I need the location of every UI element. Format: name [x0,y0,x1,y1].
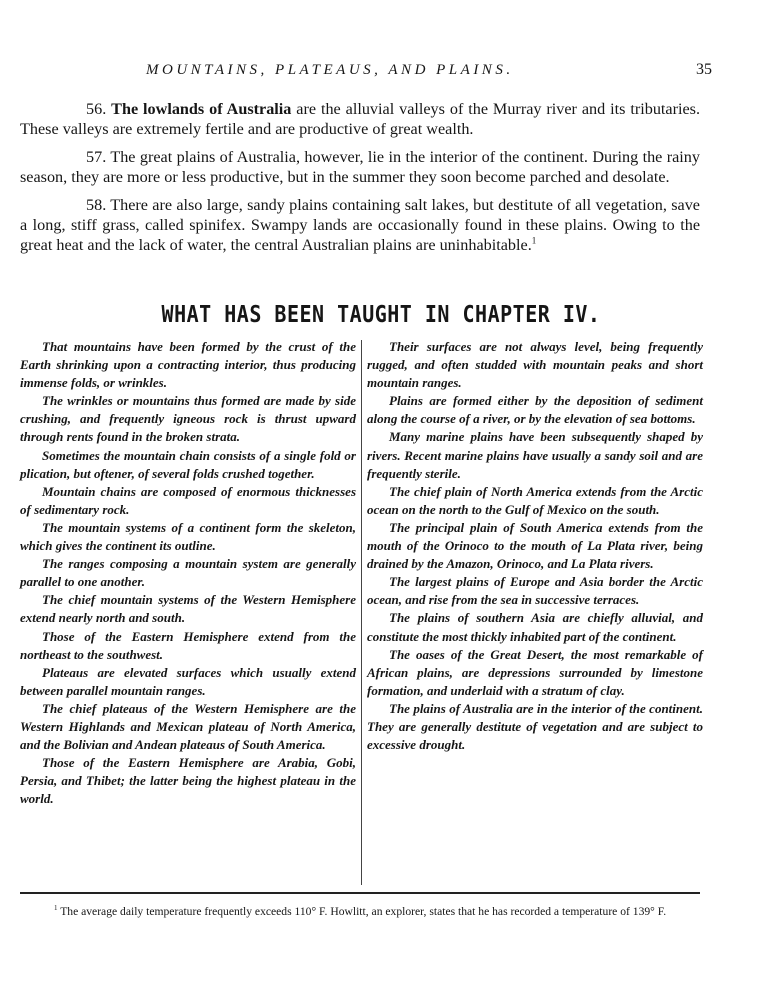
summary-item: The plains of Australia are in the interior of the continent. They are generally destitute of vegetation and are subject to excessive drought. [367,700,703,753]
paragraph-57 [20,148,700,187]
summary-item: Plateaus are elevated surfaces which usually extend between parallel mountain ranges. [20,664,356,698]
summary-item: The principal plain of South America extends from the mouth of the Orinoco to the mouth of La Plata river, being drained by the Amazon, Orinoco, and La Plata rivers. [367,519,703,572]
summary-columns [20,338,703,883]
footnote [20,903,700,920]
page-number: 35 [696,61,712,78]
summary-item: Plains are formed either by the deposition of sediment along the course of a river, or by the elevation of sea bottoms. [367,393,703,427]
paragraph-number: 56. [86,100,107,118]
summary-item: Many marine plains have been subsequently shaped by rivers. Recent marine plains have usually a sandy soil and are frequently sterile. [367,429,703,481]
summary-item: Their surfaces are not always level, being frequently rugged, and often studded with mountain peaks and short mountain ranges. [367,339,703,391]
summary-item: The mountain systems of a continent form the skeleton, which gives the continent its outline. [20,519,356,554]
paragraph-58 [20,196,700,255]
paragraph-56 [20,100,700,139]
running-head [0,58,762,84]
paragraph-text: The great plains of Australia, however, lie in the interior of the continent. During the rainy season, they are more or less productive, but in the summer they soon become parched and desolate. [20,148,700,186]
summary-item: The wrinkles or mountains thus formed are made by side crushing, and frequently igneous rock is thrust upward through rents found in the broken strata. [20,393,356,445]
paragraph-text: are the alluvial valleys of the Murray river and its tributaries. These valleys are extremely fertile and are productive of great wealth. [20,100,701,138]
summary-item: The chief mountain systems of the Western Hemisphere extend nearly north and south. [20,592,356,626]
paragraph-number: 58. [86,196,107,215]
summary-item: The oases of the Great Desert, the most remarkable of African plains, are depressions surrounded by limestone formation, and underlaid with a stratum of clay. [367,646,703,698]
paragraph-number: 57. [86,148,107,167]
summary-item: Those of the Eastern Hemisphere extend from the northeast to the southwest. [20,628,356,662]
summary-item: The chief plain of North America extends from the Arctic ocean on the north to the Gulf of Mexico on the south. [367,483,703,517]
footnote-reference: 1 [531,235,537,246]
footnote-mark: 1 [54,904,58,913]
summary-left-column [20,338,356,808]
paragraph-lead: The lowlands of Australia [111,100,292,118]
footnote-rule [20,892,700,894]
running-title: MOUNTAINS, PLATEAUS, AND PLAINS. [146,62,514,78]
summary-item: The largest plains of Europe and Asia border the Arctic ocean, and rise from the sea in successive terraces. [367,574,703,608]
paragraph-text: There are also large, sandy plains containing salt lakes, but destitute of all vegetation, save a long, stiff grass, called spinifex. Swampy lands are occasionally found in these plains. Owing to the great heat and the lack of water, the central Australian plains are uninhabitable. [20,196,700,254]
summary-item: The ranges composing a mountain system are generally parallel to one another. [20,556,356,590]
summary-right-column [367,338,703,754]
summary-item: The chief plateaus of the Western Hemisphere are the Western Highlands and Mexican plateau of North America, and the Bolivian and Andean plateaus of South America. [20,700,356,753]
summary-item: The plains of southern Asia are chiefly alluvial, and constitute the most thickly inhabited part of the continent. [367,610,703,644]
summary-item: Sometimes the mountain chain consists of a single fold or plication, but oftener, of several folds crushed together. [20,447,356,481]
summary-item: That mountains have been formed by the crust of the Earth shrinking upon a contracting interior, thus producing immense folds, or wrinkles. [20,339,356,391]
summary-item: Mountain chains are composed of enormous thicknesses of sedimentary rock. [20,483,356,517]
body-paragraphs [20,100,700,264]
column-divider [361,340,362,885]
chapter-summary-heading: WHAT HAS BEEN TAUGHT IN CHAPTER IV. [161,300,601,328]
summary-item: Those of the Eastern Hemisphere are Arabia, Gobi, Persia, and Thibet; the latter being the highest plateau in the world. [20,755,356,807]
footnote-text: The average daily temperature frequently exceeds 110° F. Howlitt, an explorer, states that he has recorded a temperature of 139° F. [57,905,667,918]
